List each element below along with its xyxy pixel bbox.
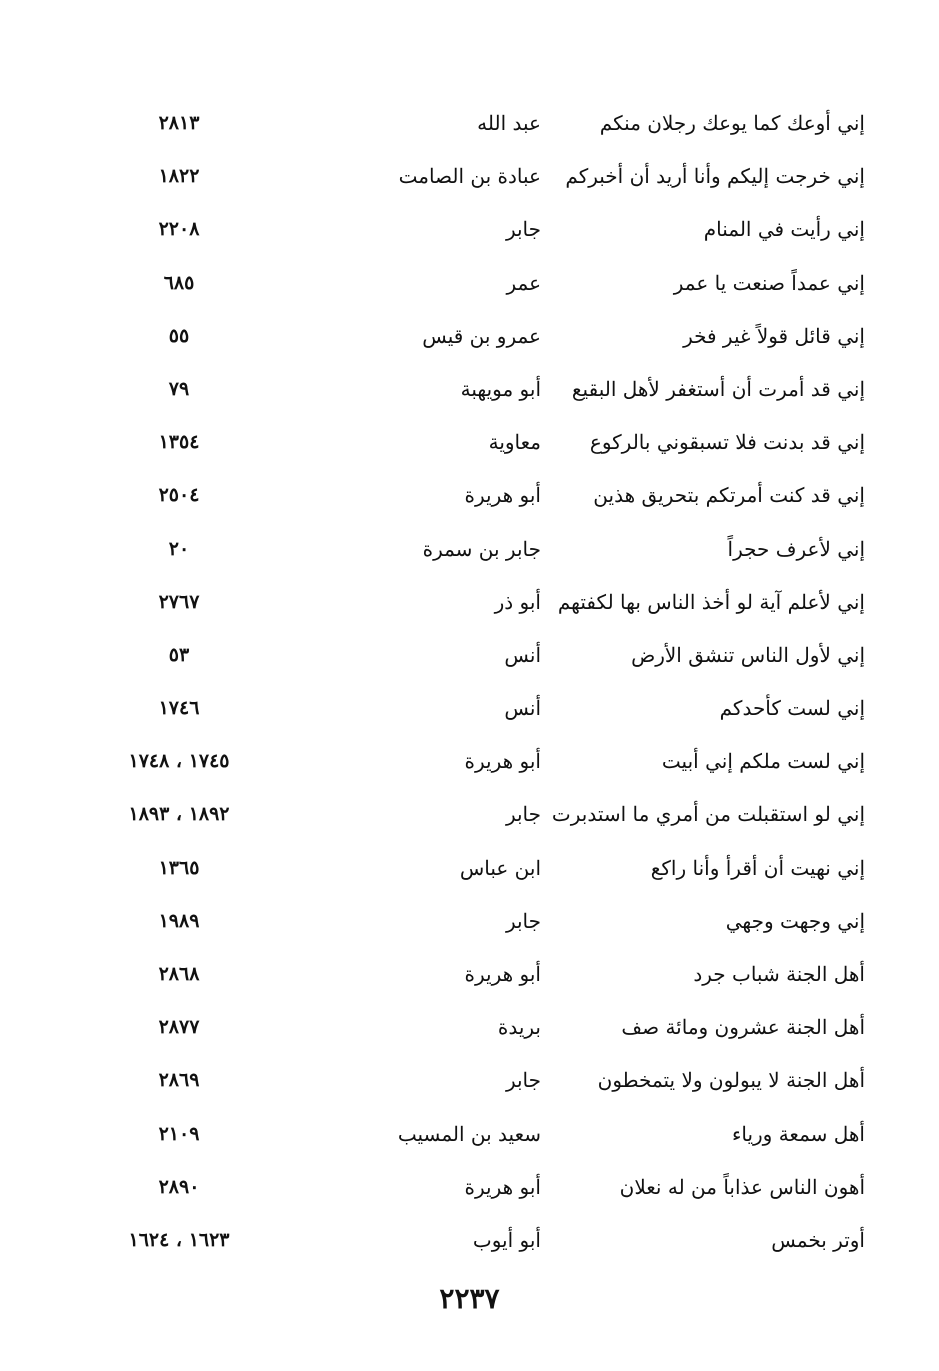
hadith-text: إني لست ملكم إني أبيت [661,749,865,774]
table-row [0,1000,939,1053]
table-row [0,894,939,947]
hadith-text: أهل الجنة لا يبولون ولا يتمخطون [597,1068,865,1093]
hadith-number: ٢٨٩٠ [158,1175,200,1198]
hadith-number: ٧٩ [168,377,190,400]
hadith-text: إني عمداً صنعت يا عمر [673,270,865,295]
table-row [0,362,939,415]
hadith-number: ١٨٩٢ ، ١٨٩٣ [128,803,230,826]
narrator-name: عبد الله [477,111,541,135]
hadith-text: إني لست كأحدكم [719,696,865,721]
narrator-name: جابر [505,1068,541,1093]
hadith-text: إني لأعرف حجراً [727,536,865,561]
narrator-name: أبو أيوب [472,1227,541,1252]
table-row [0,96,939,149]
narrator-name: أبو هريرة [464,1174,541,1199]
table-row [0,256,939,309]
narrator-name: بريدة [497,1015,541,1040]
hadith-number: ٢٠ [168,537,190,560]
hadith-text: إني رأيت في المنام [703,217,865,242]
hadith-text: أهون الناس عذاباً من له نعلان [619,1174,865,1199]
narrator-name: أبو مويهبة [460,376,541,401]
table-row [0,149,939,202]
table-row [0,575,939,628]
hadith-number: ١٩٨٩ [158,909,200,932]
hadith-text: إني قائل قولاً غير فخر [683,323,865,348]
hadith-number: ٢٨٦٩ [158,1069,200,1092]
table-row [0,468,939,521]
narrator-name: جابر [505,217,541,242]
narrator-name: ابن عباس [459,855,541,880]
hadith-text: أهل الجنة عشرون ومائة صف [621,1015,865,1040]
table-row [0,787,939,840]
hadith-text: إني نهيت أن أقرأ وأنا راكع [650,855,865,880]
narrator-name: جابر بن سمرة [422,536,541,561]
hadith-text: إني لو استقبلت من أمري ما استدبرت [551,802,865,827]
narrator-name: عبادة بن الصامت [398,164,541,189]
hadith-number: ٦٨٥ [163,271,195,294]
narrator-name: جابر [505,908,541,933]
table-row [0,841,939,894]
narrator-name: أنس [504,696,541,721]
narrator-name: عمر [506,270,541,295]
table-row [0,947,939,1000]
hadith-number: ٥٥ [168,324,190,347]
table-row [0,628,939,681]
hadith-number: ٢٥٠٤ [158,484,200,507]
page-number: ٢٢٣٧ [439,1282,500,1315]
hadith-text: أهل سمعة ورياء [731,1121,865,1146]
table-row [0,202,939,255]
hadith-number: ١٨٢٢ [158,165,200,188]
narrator-name: أنس [504,642,541,667]
table-row [0,309,939,362]
hadith-number: ٢٨٦٨ [158,963,200,985]
hadith-number: ٢٧٦٧ [158,590,200,613]
hadith-text: إني خرجت إليكم وأنا أريد أن أخبركم [565,164,865,189]
table-row [0,1160,939,1213]
narrator-name: أبو هريرة [464,483,541,508]
table-row [0,681,939,734]
hadith-text: إني لأعلم آية لو أخذ الناس بها لكفتهم [557,589,865,614]
table-row [0,1053,939,1106]
hadith-text: أهل الجنة شباب جرد [693,962,865,986]
hadith-text: إني أوعك كما يوعك رجلان منكم [599,111,865,135]
table-row [0,415,939,468]
hadith-number: ٥٣ [168,643,190,666]
hadith-text: إني قد كنت أمرتكم بتحريق هذين [593,483,865,508]
hadith-number: ١٣٦٥ [158,856,200,879]
hadith-number: ٢٨١٣ [158,112,200,134]
hadith-number: ٢١٠٩ [158,1122,200,1145]
narrator-name: أبو هريرة [464,749,541,774]
table-row [0,1107,939,1160]
hadith-number: ١٧٤٥ ، ١٧٤٨ [128,750,230,773]
narrator-name: جابر [505,802,541,827]
table-row [0,1213,939,1266]
narrator-name: سعيد بن المسيب [397,1121,541,1146]
hadith-text: أوتر بخمس [771,1227,865,1252]
hadith-text: إني قد بدنت فلا تسبقوني بالركوع [589,430,865,455]
hadith-text: إني قد أمرت أن أستغفر لأهل البقيع [571,376,865,401]
narrator-name: أبو هريرة [464,962,541,986]
hadith-number: ١٧٤٦ [158,697,200,720]
table-row [0,522,939,575]
narrator-name: معاوية [488,430,541,455]
narrator-name: أبو ذر [494,589,541,614]
hadith-text: إني وجهت وجهي [725,908,865,933]
hadith-number: ١٦٢٣ ، ١٦٢٤ [128,1228,230,1251]
hadith-number: ١٣٥٤ [158,431,200,454]
hadith-index-table [0,96,939,1266]
hadith-number: ٢٢٠٨ [158,218,200,241]
narrator-name: عمرو بن قيس [422,323,541,348]
hadith-text: إني لأول الناس تنشق الأرض [631,642,865,667]
hadith-number: ٢٨٧٧ [158,1016,200,1039]
table-row [0,734,939,787]
